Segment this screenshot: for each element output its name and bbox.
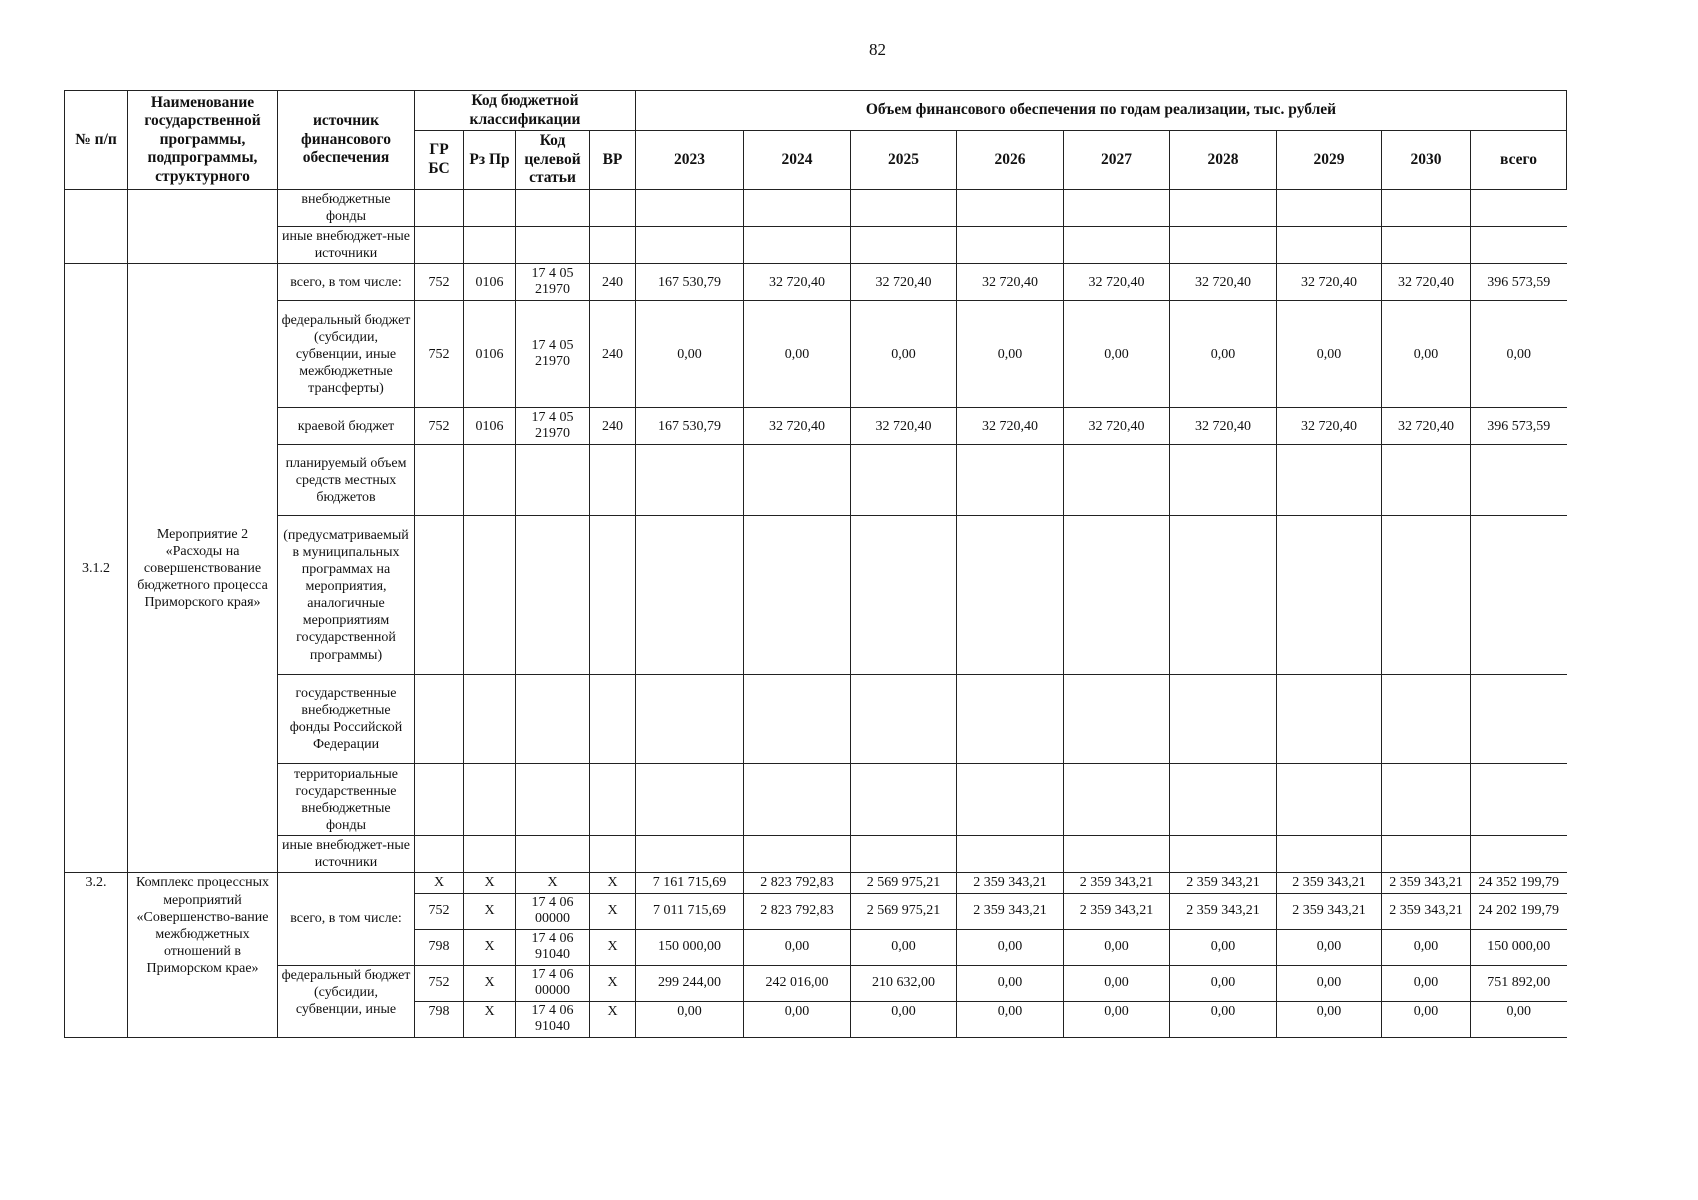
value-cell: 0,00 <box>1064 965 1170 1001</box>
page-number: 82 <box>869 40 886 59</box>
value-cell: 242 016,00 <box>744 965 851 1001</box>
vr-cell: X <box>590 893 636 929</box>
value-cell: 2 359 343,21 <box>1277 893 1382 929</box>
table-row <box>65 227 1567 264</box>
source-cell: федеральный бюджет (субсидии, субвенции, иные <box>278 965 415 1037</box>
rzpr-cell: 0106 <box>464 301 516 408</box>
header-volume-group: Объем финансового обеспечения по годам реализации, тыс. рублей <box>636 91 1567 131</box>
header-year: 2029 <box>1277 131 1382 190</box>
value-cell: 7 011 715,69 <box>636 893 744 929</box>
value-cell: 32 720,40 <box>744 264 851 301</box>
value-cell: 32 720,40 <box>851 264 957 301</box>
grbs-cell: 798 <box>415 1001 464 1037</box>
vr-cell: 240 <box>590 301 636 408</box>
header-year: 2025 <box>851 131 957 190</box>
header-vr: ВР <box>590 131 636 190</box>
value-cell: 0,00 <box>1382 301 1471 408</box>
value-cell: 0,00 <box>1277 1001 1382 1037</box>
source-cell: государственные внебюджетные фонды Российской Федерации <box>278 675 415 764</box>
header-year: 2023 <box>636 131 744 190</box>
total-cell: 751 892,00 <box>1471 965 1567 1001</box>
rzpr-cell: X <box>464 929 516 965</box>
rzpr-cell: 0106 <box>464 408 516 445</box>
grbs-cell: 752 <box>415 408 464 445</box>
header-total: всего <box>1471 131 1567 190</box>
grbs-cell: 752 <box>415 264 464 301</box>
item-name: Комплекс процессных мероприятий «Совершенство-вание межбюджетных отношений в Приморском крае» <box>128 873 278 1037</box>
rzpr-cell: X <box>464 965 516 1001</box>
value-cell: 0,00 <box>1277 301 1382 408</box>
value-cell: 32 720,40 <box>957 408 1064 445</box>
table-row <box>65 873 1567 893</box>
grbs-cell: 798 <box>415 929 464 965</box>
kcs-cell: X <box>516 873 590 893</box>
value-cell: 32 720,40 <box>744 408 851 445</box>
kcs-cell: 17 4 06 91040 <box>516 1001 590 1037</box>
source-cell: иные внебюджет-ные источники <box>278 836 415 873</box>
value-cell: 0,00 <box>1277 965 1382 1001</box>
source-cell: краевой бюджет <box>278 408 415 445</box>
financing-table <box>64 90 1567 1038</box>
total-cell: 396 573,59 <box>1471 264 1567 301</box>
grbs-cell: X <box>415 873 464 893</box>
total-cell: 24 352 199,79 <box>1471 873 1567 893</box>
kcs-cell: 17 4 06 00000 <box>516 965 590 1001</box>
value-cell: 0,00 <box>1170 301 1277 408</box>
value-cell: 32 720,40 <box>957 264 1064 301</box>
value-cell: 0,00 <box>636 1001 744 1037</box>
kcs-cell: 17 4 05 21970 <box>516 301 590 408</box>
value-cell: 2 359 343,21 <box>1277 873 1382 893</box>
value-cell: 2 359 343,21 <box>1382 893 1471 929</box>
value-cell: 32 720,40 <box>1277 264 1382 301</box>
value-cell: 299 244,00 <box>636 965 744 1001</box>
header-year: 2028 <box>1170 131 1277 190</box>
value-cell: 32 720,40 <box>1064 408 1170 445</box>
table-row <box>65 301 1567 408</box>
value-cell: 2 823 792,83 <box>744 893 851 929</box>
value-cell: 167 530,79 <box>636 408 744 445</box>
table-row <box>65 408 1567 445</box>
total-cell: 0,00 <box>1471 1001 1567 1037</box>
vr-cell: X <box>590 965 636 1001</box>
header-year: 2024 <box>744 131 851 190</box>
kcs-cell: 17 4 06 91040 <box>516 929 590 965</box>
value-cell: 0,00 <box>1064 929 1170 965</box>
value-cell: 0,00 <box>1277 929 1382 965</box>
value-cell: 0,00 <box>851 1001 957 1037</box>
header-grbs: ГР БС <box>415 131 464 190</box>
table-row <box>65 764 1567 836</box>
value-cell: 0,00 <box>1382 1001 1471 1037</box>
value-cell: 0,00 <box>1382 965 1471 1001</box>
vr-cell: X <box>590 929 636 965</box>
value-cell: 2 359 343,21 <box>1170 873 1277 893</box>
value-cell: 0,00 <box>957 301 1064 408</box>
table-row <box>65 836 1567 873</box>
value-cell: 0,00 <box>744 929 851 965</box>
rzpr-cell: X <box>464 1001 516 1037</box>
kcs-cell: 17 4 06 00000 <box>516 893 590 929</box>
kcs-cell: 17 4 05 21970 <box>516 264 590 301</box>
grbs-cell: 752 <box>415 893 464 929</box>
value-cell: 2 359 343,21 <box>1170 893 1277 929</box>
table-row <box>65 516 1567 675</box>
value-cell: 32 720,40 <box>1382 408 1471 445</box>
table-row <box>65 675 1567 764</box>
item-name: Мероприятие 2 «Расходы на совершенствование бюджетного процесса Приморского края» <box>128 264 278 873</box>
source-cell: всего, в том числе: <box>278 873 415 965</box>
value-cell: 2 569 975,21 <box>851 893 957 929</box>
table-row <box>65 965 1567 1001</box>
table-row <box>65 189 1567 226</box>
header-source: источник финансового обеспечения <box>278 91 415 190</box>
num-cell <box>65 189 128 263</box>
value-cell: 0,00 <box>1382 929 1471 965</box>
value-cell: 0,00 <box>957 1001 1064 1037</box>
value-cell: 2 359 343,21 <box>1064 873 1170 893</box>
name-cell <box>128 189 278 263</box>
vr-cell: X <box>590 1001 636 1037</box>
value-cell: 0,00 <box>851 301 957 408</box>
value-cell: 2 359 343,21 <box>957 893 1064 929</box>
value-cell: 2 359 343,21 <box>1064 893 1170 929</box>
value-cell: 32 720,40 <box>1170 408 1277 445</box>
header-kcs: Код целевой статьи <box>516 131 590 190</box>
header-name: Наименование государственной программы, подпрограммы, структурного <box>128 91 278 190</box>
source-cell: всего, в том числе: <box>278 264 415 301</box>
value-cell: 2 359 343,21 <box>957 873 1064 893</box>
value-cell: 0,00 <box>957 929 1064 965</box>
value-cell: 0,00 <box>1064 301 1170 408</box>
value-cell: 0,00 <box>1170 1001 1277 1037</box>
value-cell: 32 720,40 <box>1277 408 1382 445</box>
value-cell: 0,00 <box>1170 929 1277 965</box>
source-cell: иные внебюджет-ные источники <box>278 227 415 264</box>
value-cell: 0,00 <box>851 929 957 965</box>
value-cell: 2 823 792,83 <box>744 873 851 893</box>
source-cell: федеральный бюджет (субсидии, субвенции, иные межбюджетные трансферты) <box>278 301 415 408</box>
total-cell: 396 573,59 <box>1471 408 1567 445</box>
value-cell: 0,00 <box>744 1001 851 1037</box>
value-cell: 0,00 <box>636 301 744 408</box>
header-code-group: Код бюджетной классификации <box>415 91 636 131</box>
source-cell: внебюджетные фонды <box>278 189 415 226</box>
item-num: 3.2. <box>65 873 128 1037</box>
item-num: 3.1.2 <box>65 264 128 873</box>
rzpr-cell: X <box>464 873 516 893</box>
vr-cell: X <box>590 873 636 893</box>
source-cell: территориальные государственные внебюджетные фонды <box>278 764 415 836</box>
value-cell: 0,00 <box>1064 1001 1170 1037</box>
header-rzpr: Рз Пр <box>464 131 516 190</box>
source-cell: (предусматриваемый в муниципальных программах на мероприятия, аналогичные мероприятиям государственной программы) <box>278 516 415 675</box>
rzpr-cell: X <box>464 893 516 929</box>
table-row <box>65 264 1567 301</box>
grbs-cell: 752 <box>415 965 464 1001</box>
value-cell: 32 720,40 <box>851 408 957 445</box>
total-cell: 150 000,00 <box>1471 929 1567 965</box>
grbs-cell: 752 <box>415 301 464 408</box>
value-cell: 0,00 <box>1170 965 1277 1001</box>
header-year: 2027 <box>1064 131 1170 190</box>
kcs-cell: 17 4 05 21970 <box>516 408 590 445</box>
source-cell: планируемый объем средств местных бюджетов <box>278 445 415 516</box>
value-cell: 167 530,79 <box>636 264 744 301</box>
value-cell: 210 632,00 <box>851 965 957 1001</box>
header-year: 2030 <box>1382 131 1471 190</box>
value-cell: 32 720,40 <box>1170 264 1277 301</box>
value-cell: 0,00 <box>957 965 1064 1001</box>
total-cell: 0,00 <box>1471 301 1567 408</box>
rzpr-cell: 0106 <box>464 264 516 301</box>
value-cell: 0,00 <box>744 301 851 408</box>
value-cell: 7 161 715,69 <box>636 873 744 893</box>
value-cell: 32 720,40 <box>1382 264 1471 301</box>
total-cell: 24 202 199,79 <box>1471 893 1567 929</box>
vr-cell: 240 <box>590 408 636 445</box>
value-cell: 2 359 343,21 <box>1382 873 1471 893</box>
header-year: 2026 <box>957 131 1064 190</box>
header-num: № п/п <box>65 91 128 190</box>
table-row <box>65 445 1567 516</box>
vr-cell: 240 <box>590 264 636 301</box>
value-cell: 2 569 975,21 <box>851 873 957 893</box>
value-cell: 32 720,40 <box>1064 264 1170 301</box>
value-cell: 150 000,00 <box>636 929 744 965</box>
